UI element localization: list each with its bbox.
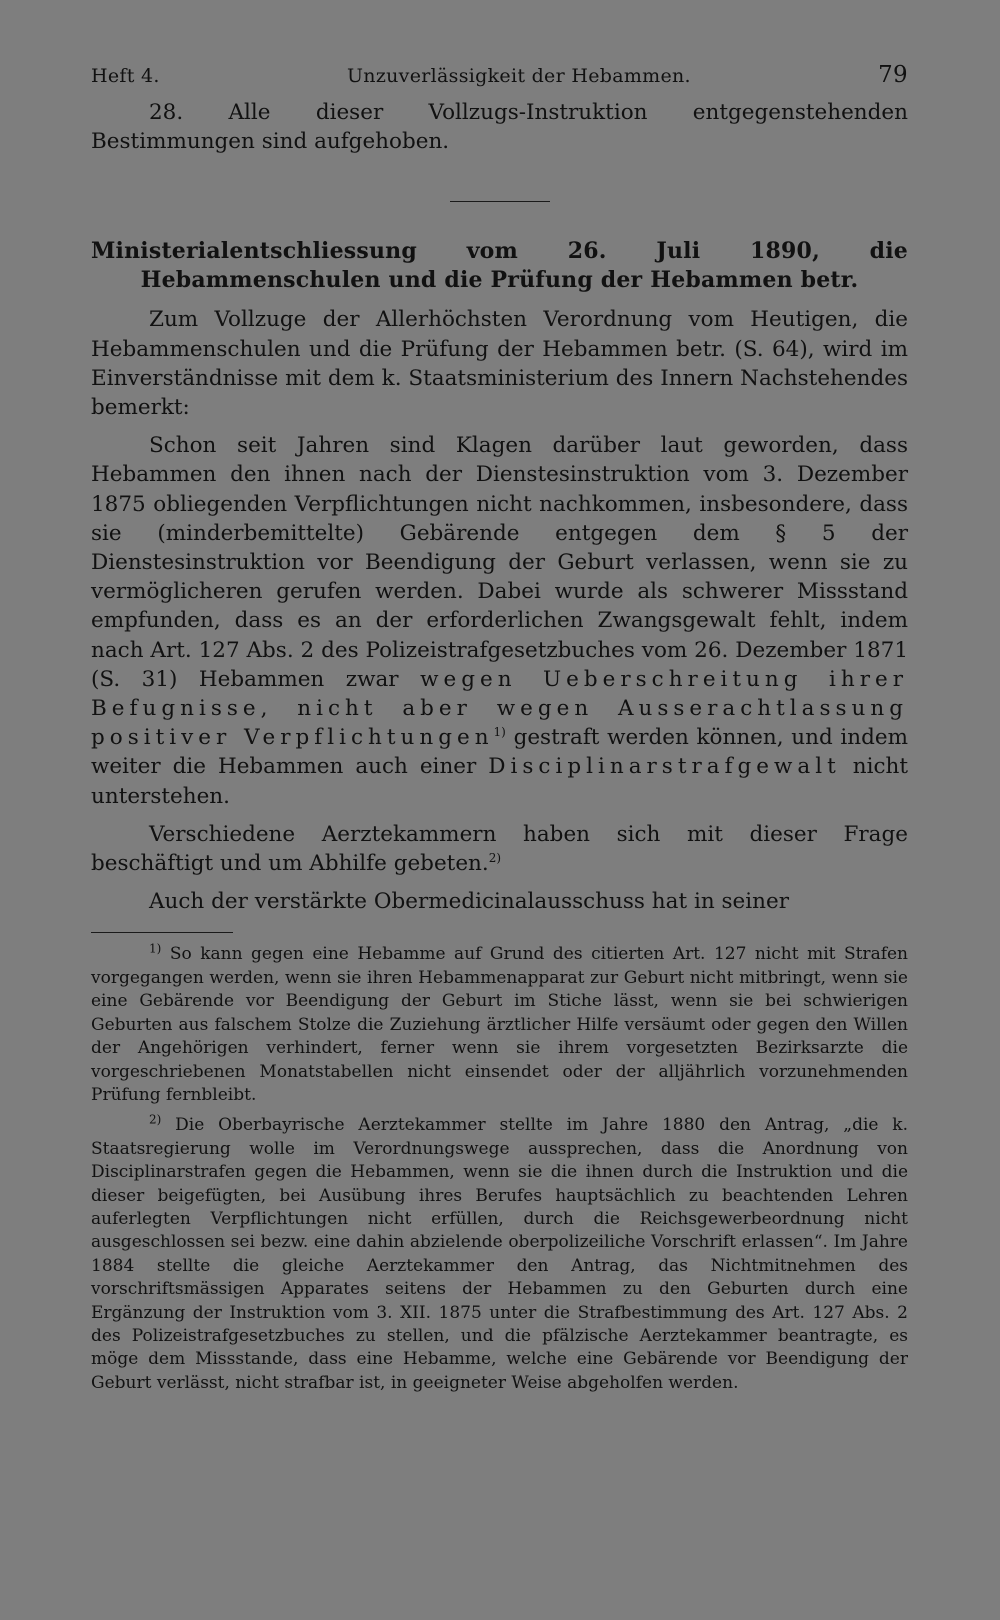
paragraph-text: Schon seit Jahren sind Klagen darüber laut geworden, dass Hebammen den ihnen nach der Dienstesinstruktion vom 3. Dezember 1875 obliegenden Verpflichtungen nicht nachkommen, insbesondere, dass sie (minderbemittelte) Gebärende entgegen dem § 5 der Dienstesinstruktion vor Beendigung der Geburt verlassen, wenn sie zu vermöglicheren gerufen werden. Dabei wurde als schwerer Missstand empfunden, dass es an der erforderlichen Zwangsgewalt fehlt, indem nach Art. 127 Abs. 2 des Polizeistrafgesetzbuches vom 26. Dezember 1871 (S. 31) Hebammen zwar bbox=[91, 433, 908, 692]
running-title: Unzuverlässigkeit der Hebammen. bbox=[346, 65, 691, 87]
footnote-text: So kann gegen eine Hebamme auf Grund des citierten Art. 127 nicht mit Strafen vorgegangen werden, wenn sie ihren Hebammenapparat zur Geburt nicht mitbringt, wenn sie eine Gebärende vor Beendigung der Geburt im Stiche lässt, wenn sie bei schwierigen Geburten aus falschem Stolze die Zuziehung ärztlicher Hilfe versäumt oder gegen den Willen der Angehörigen verhindert, ferner wenn sie ihrem vorgesetzten Bezirksarzte die vorgeschriebenen Monatstabellen nicht einsendet oder der alljährlich vorzunehmenden Prüfung fernbleibt. bbox=[91, 944, 908, 1105]
paragraph-complaints bbox=[91, 431, 908, 811]
issue-label: Heft 4. bbox=[91, 65, 160, 87]
section-divider bbox=[450, 201, 550, 202]
page-number: 79 bbox=[878, 62, 908, 88]
paragraph-text: nicht unterstehen. bbox=[91, 754, 909, 809]
footnote-divider bbox=[91, 932, 233, 933]
paragraph-chambers bbox=[91, 820, 908, 878]
footnote-mark: 2) bbox=[149, 1112, 162, 1127]
running-header bbox=[91, 62, 908, 92]
footnote-2 bbox=[91, 1114, 908, 1395]
paragraph-text: Verschiedene Aerztekammern haben sich mit dieser Frage beschäftigt und um Abhilfe gebeten. bbox=[91, 821, 908, 877]
footnote-1 bbox=[91, 943, 908, 1107]
footnote-ref-2: 2) bbox=[488, 850, 502, 865]
section-title: Ministerialentschliessung vom 26. Juli 1890, die Hebammenschulen und die Prüfung der Hebammen betr. bbox=[91, 238, 908, 294]
paragraph-committee: Auch der verstärkte Obermedicinalausschuss hat in seiner bbox=[149, 889, 789, 915]
spaced-emphasis: wegen Ueberschreitung ihrer Befugnisse, nicht aber wegen Ausserachtlassung positiver Verpflichtungen bbox=[91, 666, 908, 751]
spaced-emphasis: Disciplinarstrafgewalt bbox=[488, 754, 841, 780]
paragraph-28: 28. Alle dieser Vollzugs-Instruktion entgegenstehenden Bestimmungen sind aufgehoben. bbox=[91, 100, 908, 155]
footnote-text: Die Oberbayrische Aerztekammer stellte im Jahre 1880 den Antrag, „die k. Staatsregierung wolle im Verordnungswege aussprechen, dass die Anordnung von Disciplinarstrafen gegen die Hebammen, wenn sie die ihnen durch die Instruktion und die dieser beigefügten, bei Ausübung ihres Berufes hauptsächlich zu beachtenden Lehren auferlegten Verpflichtungen nicht erfüllen, durch die Reichsgewerbeordnung nicht ausgeschlossen sei bezw. eine dahin abzielende oberpolizeiliche Vorschrift erlassen“. Im Jahre 1884 stellte die gleiche Aerztekammer den Antrag, das Nichtmitnehmen des vorschriftsmässigen Apparates seitens der Hebammen zu den Geburten durch eine Ergänzung der Instruktion vom 3. XII. 1875 unter die Strafbestimmung des Art. 127 Abs. 2 des Polizeistrafgesetzbuches zu stellen, und die pfälzische Aerztekammer beantragte, es möge dem Missstande, dass eine Hebamme, welche eine Gebärende vor Beendigung der Geburt verlässt, nicht strafbar ist, in geeigneter Weise abgeholfen werden. bbox=[91, 1115, 908, 1393]
intro-paragraph: Zum Vollzuge der Allerhöchsten Verordnung vom Heutigen, die Hebammenschulen und die Prüfung der Hebammen betr. (S. 64), wird im Einverständnisse mit dem k. Staatsministerium des Innern Nachstehendes bemerkt: bbox=[91, 307, 908, 421]
paragraph-text: gestraft werden können, und indem weiter die Hebammen auch einer bbox=[91, 725, 908, 780]
book-page bbox=[91, 62, 908, 1395]
footnote-ref-1: 1) bbox=[493, 725, 506, 740]
footnote-mark: 1) bbox=[149, 941, 162, 956]
